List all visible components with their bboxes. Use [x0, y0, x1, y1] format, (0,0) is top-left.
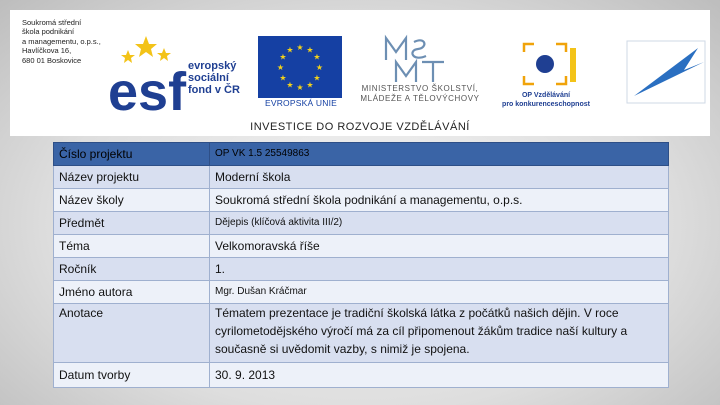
- table-row: [54, 212, 669, 235]
- table-row: [54, 235, 669, 258]
- row-value: Dějepis (klíčová aktivita III/2): [210, 212, 669, 235]
- row-label: Datum tvorby: [54, 363, 210, 388]
- svg-text:★: ★: [313, 73, 321, 83]
- row-value: Soukromá střední škola podnikání a managementu, o.p.s.: [210, 189, 669, 212]
- table-row: [54, 281, 669, 304]
- svg-text:★: ★: [279, 52, 287, 62]
- annotation-line: současně si uvědomit vazby, s nimiž je spojena.: [215, 342, 470, 356]
- table-row: [54, 143, 669, 166]
- row-value: [210, 304, 669, 363]
- row-label: Název školy: [54, 189, 210, 212]
- row-label: Ročník: [54, 258, 210, 281]
- op-vk-logo-icon: [510, 40, 580, 90]
- op-line: OP Vzdělávání: [521, 92, 571, 99]
- school-line: a managementu, o.p.s.,: [22, 36, 101, 46]
- table-row: [54, 189, 669, 212]
- logo-banner: [10, 10, 710, 136]
- op-line: pro konkurenceschopnost: [502, 100, 590, 108]
- esf-line: evropský: [188, 60, 237, 72]
- row-label: Jméno autora: [54, 281, 210, 304]
- row-value: Velkomoravská říše: [210, 235, 669, 258]
- row-label: Číslo projektu: [54, 143, 210, 166]
- row-value: OP VK 1.5 25549863: [210, 143, 669, 166]
- op-vk-text: [498, 92, 594, 109]
- school-line: Soukromá střední: [22, 18, 82, 27]
- esf-line: sociální: [188, 72, 229, 84]
- annotation-line: cyrilometodějského výročí má za cíl připomenout žákům tradice naší kultury a: [215, 324, 628, 338]
- msmt-logo-icon: [382, 34, 452, 86]
- svg-text:★: ★: [286, 80, 294, 90]
- table-row: [54, 304, 669, 363]
- table-row: [54, 363, 669, 388]
- row-value: 1.: [210, 258, 669, 281]
- school-address: [22, 18, 106, 96]
- school-line: Havlíčkova 16,: [22, 46, 72, 56]
- svg-text:★: ★: [296, 83, 304, 92]
- row-label: Anotace: [54, 304, 210, 363]
- esf-line: fond v ČR: [188, 84, 240, 96]
- svg-text:★: ★: [286, 45, 294, 55]
- msmt-line: MLÁDEŽE A TĚLOVÝCHOVY: [360, 94, 480, 103]
- svg-text:★: ★: [306, 80, 314, 90]
- row-label: Předmět: [54, 212, 210, 235]
- row-value: 30. 9. 2013: [210, 363, 669, 388]
- svg-text:★: ★: [315, 63, 324, 72]
- row-label: Název projektu: [54, 166, 210, 189]
- esf-text: [188, 60, 240, 96]
- annotation-line: Tématem prezentace je tradiční školská látka z počátků našich dějin. V roce: [215, 306, 619, 320]
- investice-slogan: INVESTICE DO ROZVOJE VZDĚLÁVÁNÍ: [250, 121, 470, 133]
- row-value: Mgr. Dušan Kráčmar: [210, 281, 669, 304]
- svg-text:★: ★: [313, 52, 321, 62]
- msmt-line: MINISTERSTVO ŠKOLSTVÍ,: [361, 84, 479, 93]
- eu-label: EVROPSKÁ UNIE: [264, 98, 338, 108]
- msmt-text: [340, 84, 500, 104]
- table-row: [54, 258, 669, 281]
- wing-logo-icon: [626, 40, 706, 104]
- svg-text:★: ★: [296, 43, 304, 52]
- svg-text:★: ★: [276, 63, 285, 72]
- row-value: Moderní škola: [210, 166, 669, 189]
- table-row: [54, 166, 669, 189]
- svg-text:★: ★: [306, 45, 314, 55]
- school-line: škola podnikání: [22, 27, 75, 37]
- eu-flag-icon: [258, 36, 342, 98]
- row-label: Téma: [54, 235, 210, 258]
- svg-text:★: ★: [279, 73, 287, 83]
- svg-text:esf: esf: [108, 62, 187, 118]
- project-info-table: [53, 142, 669, 388]
- school-line: 680 01 Boskovice: [22, 55, 82, 65]
